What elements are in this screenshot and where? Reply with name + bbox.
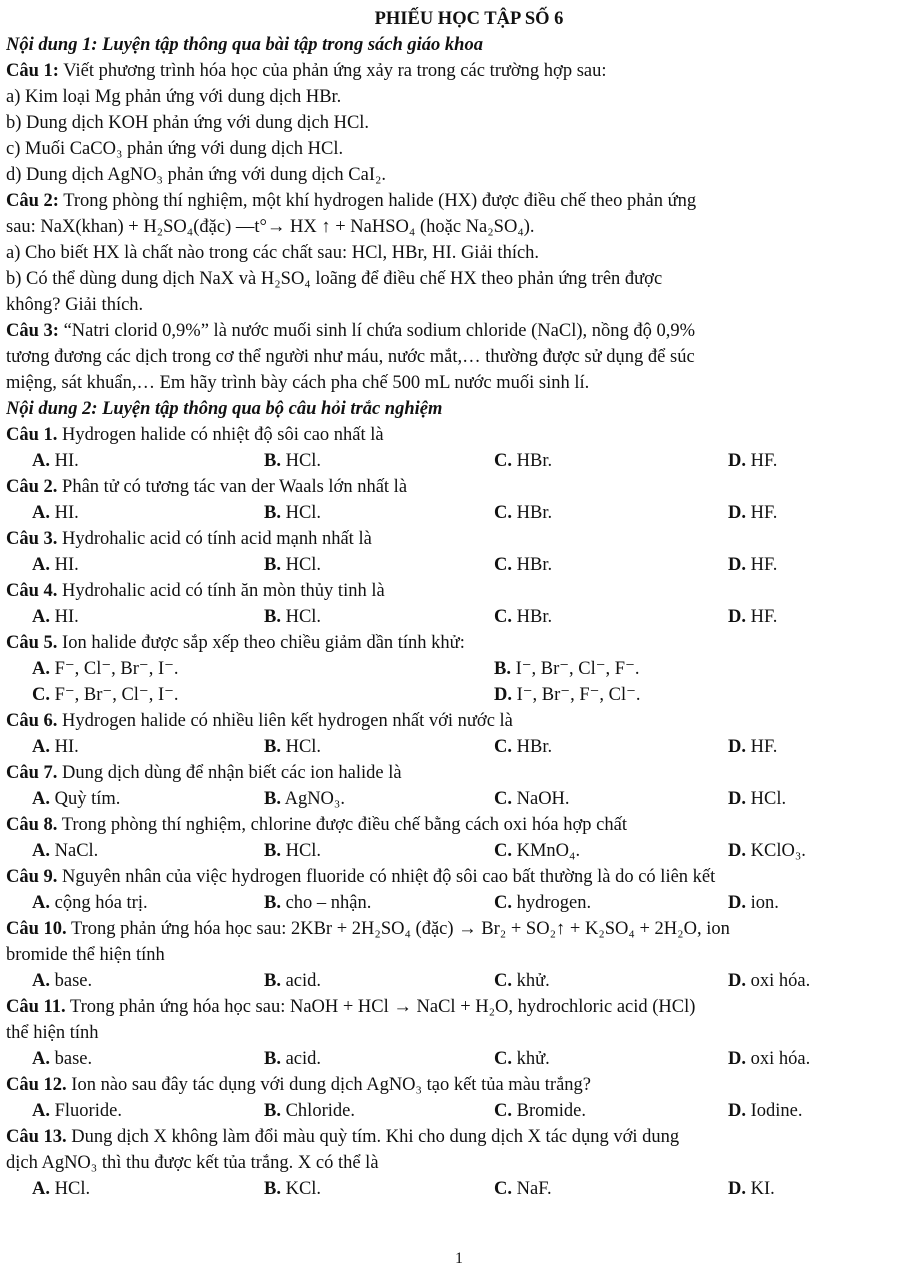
option-letter: A. — [32, 1049, 50, 1069]
options-row — [6, 968, 912, 994]
option-letter: D. — [728, 971, 746, 991]
option-letter: B. — [264, 789, 281, 809]
question-line — [6, 1020, 912, 1046]
answer-option-b — [494, 656, 639, 682]
option-letter: C. — [494, 1179, 512, 1199]
question-text: d) Dung dịch AgNO₃ phản ứng với dung dịch CaI₂. — [6, 165, 387, 185]
answer-option-d — [728, 1046, 810, 1072]
option-letter: D. — [728, 841, 746, 861]
option-text: HBr. — [516, 451, 553, 471]
answer-option-c — [494, 552, 552, 578]
question-text: thể hiện tính — [6, 1023, 99, 1043]
question-text: sau: NaX(khan) + H₂SO₄(đặc) —t°→ HX ↑ + NaHSO₄ (hoặc Na₂SO₄). — [6, 217, 535, 237]
answer-option-b — [264, 552, 321, 578]
option-letter: D. — [728, 1049, 746, 1069]
option-text: KClO₃. — [750, 841, 806, 861]
question-line — [6, 942, 912, 968]
answer-option-d — [728, 552, 777, 578]
option-text: khử. — [516, 1049, 550, 1069]
page-title: PHIẾU HỌC TẬP SỐ 6 — [374, 9, 564, 29]
question-line — [6, 422, 912, 448]
answer-option-c — [494, 734, 552, 760]
options-row — [6, 500, 912, 526]
answer-option-d — [728, 604, 777, 630]
option-text: base. — [54, 971, 93, 991]
option-letter: B. — [264, 1101, 281, 1121]
option-text: KCl. — [285, 1179, 322, 1199]
question-text: Hydrogen halide có nhiều liên kết hydrogen nhất với nước là — [57, 711, 513, 731]
question-line — [6, 630, 912, 656]
question-line — [6, 916, 912, 942]
option-letter: A. — [32, 1179, 50, 1199]
question-text: Nguyên nhân của việc hydrogen fluoride có nhiệt độ sôi cao bất thường là do có liên kết — [57, 867, 716, 887]
answer-option-a — [32, 500, 79, 526]
option-text: F⁻, Br⁻, Cl⁻, I⁻. — [54, 685, 179, 705]
option-text: HI. — [54, 451, 79, 471]
option-text: cho – nhận. — [285, 893, 372, 913]
question-label: Câu 1. — [6, 425, 58, 445]
option-letter: D. — [728, 607, 746, 627]
option-letter: B. — [264, 893, 281, 913]
answer-option-d — [728, 786, 786, 812]
question-label: Câu 3. — [6, 529, 58, 549]
answer-option-c — [494, 448, 552, 474]
option-text: Bromide. — [516, 1101, 586, 1121]
answer-option-c — [494, 890, 591, 916]
question-text: Dung dịch dùng để nhận biết các ion halide là — [57, 763, 402, 783]
answer-option-b — [264, 604, 321, 630]
essay-line — [6, 58, 912, 84]
option-letter: A. — [32, 737, 50, 757]
option-letter: A. — [32, 607, 50, 627]
question-text: Ion halide được sắp xếp theo chiều giảm dần tính khử: — [57, 633, 465, 653]
answer-option-d — [728, 448, 777, 474]
option-letter: B. — [264, 1049, 281, 1069]
answer-option-d — [494, 682, 641, 708]
options-row — [6, 1046, 912, 1072]
option-text: AgNO₃. — [284, 789, 345, 809]
option-text: HCl. — [285, 555, 322, 575]
option-letter: B. — [494, 659, 511, 679]
answer-option-b — [264, 786, 345, 812]
option-text: HI. — [54, 503, 79, 523]
essay-line — [6, 136, 912, 162]
question-label: Câu 6. — [6, 711, 58, 731]
option-letter: C. — [494, 841, 512, 861]
essay-line — [6, 84, 912, 110]
question-label: Câu 2: — [6, 191, 59, 211]
question-text: không? Giải thích. — [6, 295, 144, 315]
question-label: Câu 8. — [6, 815, 58, 835]
question-text: Trong phản ứng hóa học sau: NaOH + HCl → NaCl + H₂O, hydrochloric acid (HCl) — [65, 997, 696, 1017]
option-text: HCl. — [285, 737, 322, 757]
answer-option-d — [728, 1098, 803, 1124]
option-letter: A. — [32, 451, 50, 471]
question-label: Câu 9. — [6, 867, 58, 887]
options-row — [6, 1176, 912, 1202]
answer-option-b — [264, 968, 321, 994]
question-label: Câu 4. — [6, 581, 58, 601]
question-text: Trong phòng thí nghiệm, chlorine được điều chế bằng cách oxi hóa hợp chất — [57, 815, 627, 835]
question-text: c) Muối CaCO₃ phản ứng với dung dịch HCl. — [6, 139, 344, 159]
option-text: HBr. — [516, 503, 553, 523]
option-letter: C. — [494, 451, 512, 471]
essay-line — [6, 370, 912, 396]
option-letter: C. — [494, 607, 512, 627]
option-text: Quỳ tím. — [54, 789, 121, 809]
essay-line — [6, 188, 912, 214]
option-letter: A. — [32, 893, 50, 913]
answer-option-c — [494, 604, 552, 630]
question-text: a) Kim loại Mg phản ứng với dung dịch HBr. — [6, 87, 342, 107]
option-text: HF. — [750, 737, 778, 757]
question-line — [6, 708, 912, 734]
page-number: 1 — [455, 1250, 463, 1267]
option-letter: B. — [264, 607, 281, 627]
option-text: HCl. — [285, 451, 322, 471]
answer-option-a — [32, 1176, 90, 1202]
essay-line — [6, 240, 912, 266]
answer-option-b — [264, 734, 321, 760]
option-letter: D. — [494, 685, 512, 705]
option-text: HI. — [54, 555, 79, 575]
question-line — [6, 1150, 912, 1176]
answer-option-b — [264, 448, 321, 474]
options-row — [6, 786, 912, 812]
option-letter: A. — [32, 841, 50, 861]
answer-option-c — [494, 1046, 550, 1072]
option-letter: C. — [494, 503, 512, 523]
option-text: I⁻, Br⁻, Cl⁻, F⁻. — [515, 659, 640, 679]
option-text: HF. — [750, 503, 778, 523]
option-text: HCl. — [54, 1179, 91, 1199]
option-letter: D. — [728, 451, 746, 471]
question-text: miệng, sát khuẩn,… Em hãy trình bày cách pha chế 500 mL nước muối sinh lí. — [6, 373, 590, 393]
question-line — [6, 526, 912, 552]
answer-option-c — [494, 838, 580, 864]
essay-line — [6, 110, 912, 136]
question-text: bromide thể hiện tính — [6, 945, 165, 965]
option-text: NaF. — [516, 1179, 552, 1199]
options-row — [6, 552, 912, 578]
option-text: Chloride. — [285, 1101, 355, 1121]
option-text: I⁻, Br⁻, F⁻, Cl⁻. — [516, 685, 641, 705]
answer-option-d — [728, 734, 777, 760]
answer-option-b — [264, 500, 321, 526]
option-text: KMnO₄. — [516, 841, 581, 861]
option-letter: C. — [494, 789, 512, 809]
question-line — [6, 1072, 912, 1098]
option-text: acid. — [285, 971, 322, 991]
answer-option-c — [494, 786, 570, 812]
option-text: HCl. — [285, 607, 322, 627]
answer-option-a — [32, 656, 179, 682]
option-letter: D. — [728, 789, 746, 809]
answer-option-c — [494, 500, 552, 526]
option-text: HCl. — [285, 503, 322, 523]
question-label: Câu 7. — [6, 763, 58, 783]
answer-option-c — [494, 1098, 586, 1124]
essay-line — [6, 214, 912, 240]
question-line — [6, 1124, 912, 1150]
answer-option-b — [264, 1098, 355, 1124]
option-text: HI. — [54, 737, 79, 757]
option-letter: C. — [494, 737, 512, 757]
options-row — [6, 682, 912, 708]
answer-option-a — [32, 448, 79, 474]
option-text: Fluoride. — [54, 1101, 122, 1121]
option-letter: B. — [264, 555, 281, 575]
worksheet-page — [6, 6, 912, 1202]
question-text: Viết phương trình hóa học của phản ứng xảy ra trong các trường hợp sau: — [58, 61, 607, 81]
option-text: NaCl. — [54, 841, 99, 861]
section-heading-2: Nội dung 2: Luyện tập thông qua bộ câu hỏi trắc nghiệm — [6, 399, 443, 419]
option-letter: D. — [728, 1101, 746, 1121]
option-text: HI. — [54, 607, 79, 627]
question-text: “Natri clorid 0,9%” là nước muối sinh lí chứa sodium chloride (NaCl), nồng độ 0,9% — [58, 321, 696, 341]
option-letter: C. — [32, 685, 50, 705]
answer-option-b — [264, 890, 371, 916]
option-letter: C. — [494, 971, 512, 991]
option-letter: C. — [494, 555, 512, 575]
question-label: Câu 11. — [6, 997, 66, 1017]
option-text: ion. — [750, 893, 779, 913]
question-label: Câu 1: — [6, 61, 59, 81]
question-text: Hydrogen halide có nhiệt độ sôi cao nhất là — [57, 425, 384, 445]
option-text: HF. — [750, 555, 778, 575]
option-text: cộng hóa trị. — [54, 893, 148, 913]
option-text: HBr. — [516, 737, 553, 757]
answer-option-d — [728, 968, 810, 994]
question-text: b) Có thể dùng dung dịch NaX và H₂SO₄ loãng để điều chế HX theo phản ứng trên được — [6, 269, 663, 289]
option-text: HCl. — [750, 789, 787, 809]
question-text: tương đương các dịch trong cơ thể người như máu, nước mắt,… thường được sử dụng để súc — [6, 347, 695, 367]
answer-option-a — [32, 890, 148, 916]
option-letter: D. — [728, 555, 746, 575]
option-letter: A. — [32, 503, 50, 523]
question-label: Câu 12. — [6, 1075, 67, 1095]
question-line — [6, 578, 912, 604]
answer-option-b — [264, 1176, 321, 1202]
answer-option-a — [32, 1098, 122, 1124]
section-heading-1: Nội dung 1: Luyện tập thông qua bài tập trong sách giáo khoa — [6, 35, 483, 55]
option-letter: B. — [264, 503, 281, 523]
option-text: HBr. — [516, 607, 553, 627]
option-text: HBr. — [516, 555, 553, 575]
question-text: b) Dung dịch KOH phản ứng với dung dịch HCl. — [6, 113, 370, 133]
essay-line — [6, 162, 912, 188]
answer-option-d — [728, 1176, 775, 1202]
option-letter: D. — [728, 503, 746, 523]
option-text: Iodine. — [750, 1101, 803, 1121]
option-letter: B. — [264, 737, 281, 757]
multiple-choice-questions — [6, 422, 912, 1202]
option-letter: D. — [728, 737, 746, 757]
answer-option-a — [32, 734, 79, 760]
options-row — [6, 838, 912, 864]
answer-option-a — [32, 838, 98, 864]
essay-line — [6, 266, 912, 292]
answer-option-d — [728, 890, 779, 916]
question-label: Câu 10. — [6, 919, 67, 939]
answer-option-a — [32, 552, 79, 578]
option-letter: B. — [264, 1179, 281, 1199]
essay-line — [6, 292, 912, 318]
option-text: base. — [54, 1049, 93, 1069]
question-text: Dung dịch X không làm đổi màu quỳ tím. Khi cho dung dịch X tác dụng với dung — [66, 1127, 680, 1147]
answer-option-a — [32, 604, 79, 630]
option-text: oxi hóa. — [750, 1049, 811, 1069]
essay-questions — [6, 58, 912, 396]
option-text: HCl. — [285, 841, 322, 861]
option-text: NaOH. — [516, 789, 570, 809]
options-row — [6, 656, 912, 682]
option-letter: A. — [32, 971, 50, 991]
answer-option-a — [32, 786, 120, 812]
option-letter: C. — [494, 1049, 512, 1069]
question-line — [6, 864, 912, 890]
option-letter: A. — [32, 659, 50, 679]
option-letter: C. — [494, 1101, 512, 1121]
question-line — [6, 474, 912, 500]
option-text: KI. — [750, 1179, 775, 1199]
option-text: acid. — [285, 1049, 322, 1069]
option-text: khử. — [516, 971, 550, 991]
question-text: Ion nào sau đây tác dụng với dung dịch AgNO₃ tạo kết tủa màu trắng? — [66, 1075, 591, 1095]
answer-option-d — [728, 500, 777, 526]
answer-option-a — [32, 1046, 92, 1072]
question-line — [6, 994, 912, 1020]
question-text: Hydrohalic acid có tính acid mạnh nhất là — [57, 529, 372, 549]
options-row — [6, 734, 912, 760]
options-row — [6, 1098, 912, 1124]
option-letter: B. — [264, 841, 281, 861]
answer-option-c — [32, 682, 179, 708]
option-text: F⁻, Cl⁻, Br⁻, I⁻. — [54, 659, 179, 679]
option-text: hydrogen. — [516, 893, 592, 913]
question-text: Trong phòng thí nghiệm, một khí hydrogen halide (HX) được điều chế theo phản ứng — [58, 191, 697, 211]
options-row — [6, 604, 912, 630]
options-row — [6, 448, 912, 474]
question-text: Hydrohalic acid có tính ăn mòn thủy tinh là — [57, 581, 385, 601]
options-row — [6, 890, 912, 916]
answer-option-c — [494, 968, 550, 994]
question-text: a) Cho biết HX là chất nào trong các chất sau: HCl, HBr, HI. Giải thích. — [6, 243, 540, 263]
option-letter: A. — [32, 555, 50, 575]
essay-line — [6, 344, 912, 370]
question-label: Câu 3: — [6, 321, 59, 341]
option-letter: B. — [264, 971, 281, 991]
question-label: Câu 5. — [6, 633, 58, 653]
answer-option-d — [728, 838, 806, 864]
option-letter: B. — [264, 451, 281, 471]
question-text: Phân tử có tương tác van der Waals lớn nhất là — [57, 477, 408, 497]
answer-option-b — [264, 838, 321, 864]
essay-line — [6, 318, 912, 344]
question-text: Trong phản ứng hóa học sau: 2KBr + 2H₂SO₄ (đặc) → Br₂ + SO₂↑ + K₂SO₄ + 2H₂O, ion — [66, 919, 730, 939]
answer-option-c — [494, 1176, 552, 1202]
option-letter: A. — [32, 789, 50, 809]
question-label: Câu 2. — [6, 477, 58, 497]
option-letter: C. — [494, 893, 512, 913]
option-text: HF. — [750, 451, 778, 471]
question-line — [6, 812, 912, 838]
question-label: Câu 13. — [6, 1127, 67, 1147]
option-letter: D. — [728, 893, 746, 913]
option-letter: A. — [32, 1101, 50, 1121]
answer-option-b — [264, 1046, 321, 1072]
option-text: HF. — [750, 607, 778, 627]
option-letter: D. — [728, 1179, 746, 1199]
question-text: dịch AgNO₃ thì thu được kết tủa trắng. X có thể là — [6, 1153, 379, 1173]
option-text: oxi hóa. — [750, 971, 811, 991]
answer-option-a — [32, 968, 92, 994]
question-line — [6, 760, 912, 786]
